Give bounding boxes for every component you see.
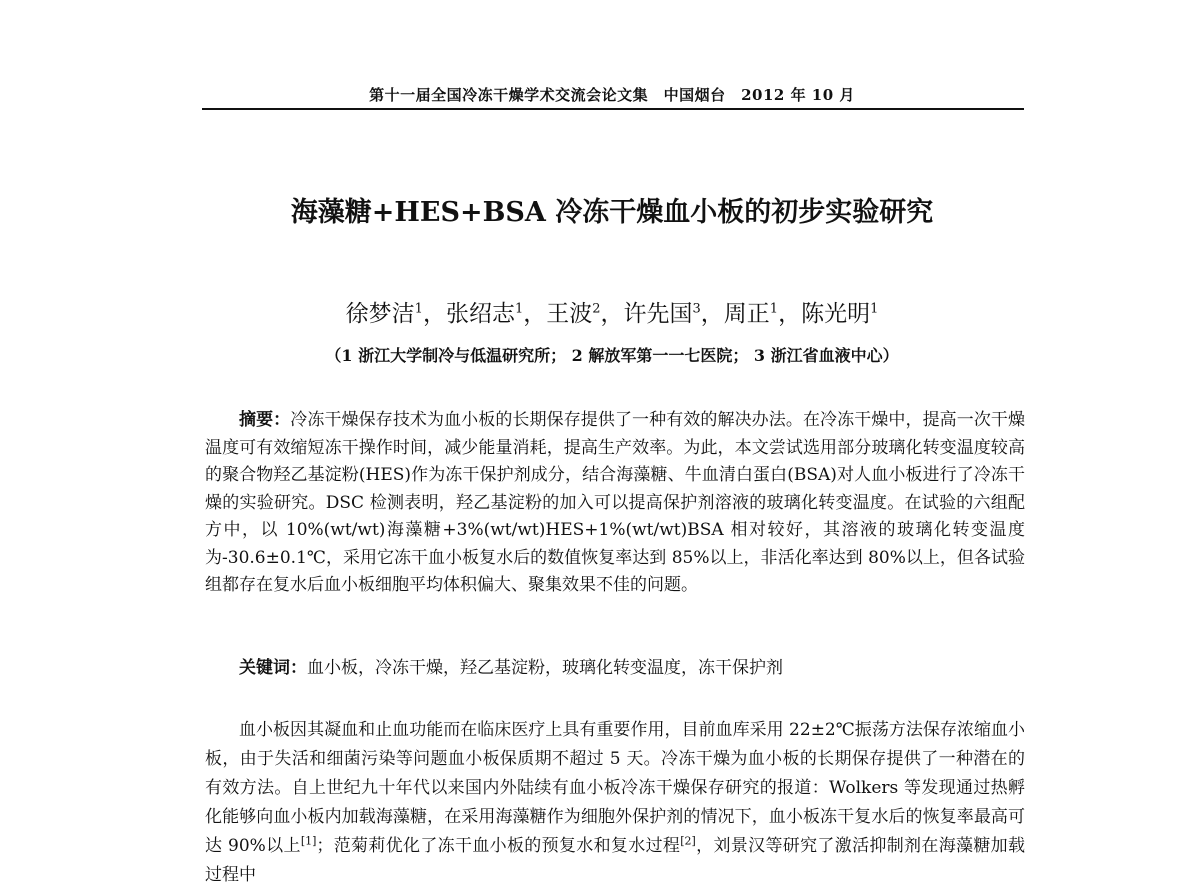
author-sep: ， [523,301,547,327]
author-list [200,295,1024,328]
author-affil-sup: 1 [414,301,423,317]
author-sep: ， [600,301,624,327]
author-name: 张绍志 [445,301,515,327]
author-affil-sup: 1 [769,301,779,317]
author-name: 周正 [723,301,770,327]
keywords-text: 血小板，冷冻干燥，羟乙基淀粉，玻璃化转变温度，冻干保护剂 [307,658,783,678]
abstract-text: 冷冻干燥保存技术为血小板的长期保存提供了一种有效的解决办法。在冷冻干燥中，提高一次干燥温度可有效缩短冻干操作时间，减少能量消耗，提高生产效率。为此，本文尝试选用部分玻璃化转变温度较高的聚合物羟乙基淀粉(HES)作为冻干保护剂成分，结合海藻糖、牛血清白蛋白(BSA)对人血小板进行了冷冻干燥的实验研究。DSC 检测表明，羟乙基淀粉的加入可以提高保护剂溶液的玻璃化转变温度。在试验的六组配方中，以 10%(wt/wt)海藻糖+3%(wt/wt)HES+1%(wt/wt)BSA 相对较好，其溶液的玻璃化转变温度为-30.6±0.1℃，采用它冻干血小板复水后的数值恢复率达到 85%以上，非活化率达到 80%以上，但各试验组都存在复水后血小板细胞平均体积偏大、聚集效果不佳的问题。 [205,410,1026,595]
author-sep: ， [778,301,802,327]
citation-ref: [1] [300,834,317,848]
author-affil-sup: 3 [692,301,701,317]
intro-text: ；范菊莉优化了冻干血小板的预复水和复水过程 [316,836,681,856]
paper-title: 海藻糖+HES+BSA 冷冻干燥血小板的初步实验研究 [290,197,934,228]
author-sep: ， [422,301,446,327]
affiliations: （1 浙江大学制冷与低温研究所； 2 解放军第一一七医院； 3 浙江省血液中心） [325,346,899,365]
author-affil-sup: 1 [870,301,879,317]
author-affil-sup: 2 [592,301,601,317]
abstract-paragraph [205,407,1025,600]
author-name: 陈光明 [801,301,871,327]
abstract-label: 摘要： [239,410,291,430]
running-header: 第十一届全国冷冻干燥学术交流会论文集 中国烟台 2012 年 10 月 [369,86,855,104]
citation-ref: [2] [680,834,696,848]
header-rule [202,108,1024,110]
author-name: 王波 [546,301,593,327]
author-sep: ， [700,301,724,327]
intro-paragraph [205,716,1025,890]
intro-text: ，刘景汉等研究了激活抑制剂在海藻糖加载过程中 [205,836,1025,885]
keywords-paragraph [205,655,1025,683]
author-affil-sup: 1 [514,301,524,317]
keywords-label: 关键词： [239,658,307,678]
author-name: 许先国 [623,301,693,327]
author-name: 徐梦洁 [345,301,415,327]
intro-text: 血小板因其凝血和止血功能而在临床医疗上具有重要作用，目前血库采用 22±2℃振荡方法保存浓缩血小板，由于失活和细菌污染等问题血小板保质期不超过 5 天。冷冻干燥为血小板的长期保存提供了一种潜在的有效方法。自上世纪九十年代以来国内外陆续有血小板冷冻干燥保存研究的报道：Wolkers 等发现通过热孵化能够向血小板内加载海藻糖，在采用海藻糖作为细胞外保护剂的情况下，血小板冻干复水后的恢复率最高可达 90%以上 [205,720,1025,856]
